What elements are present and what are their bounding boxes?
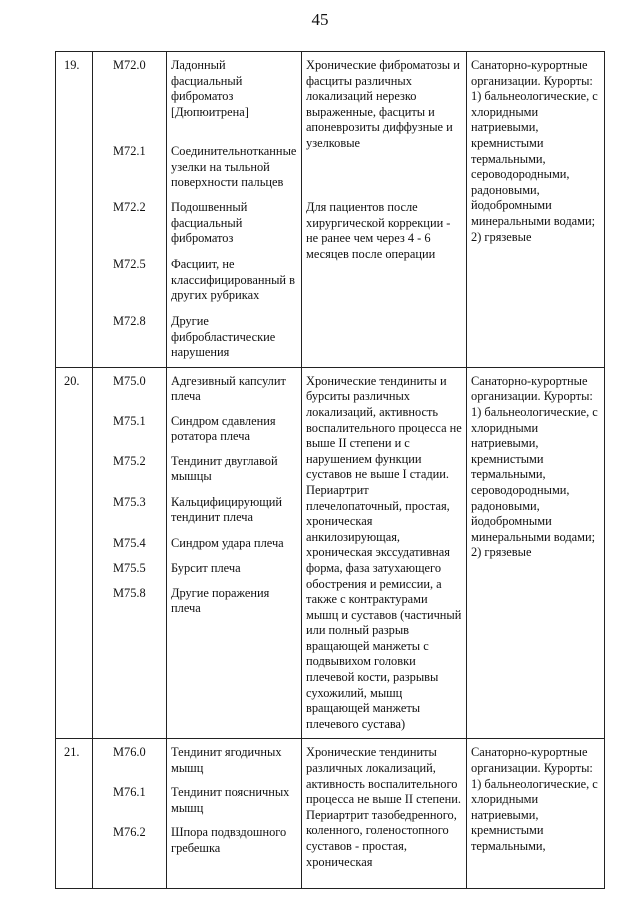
icd-code: М75.4: [113, 535, 146, 550]
table-row: [56, 367, 605, 739]
icd-codes-cell: [93, 739, 167, 889]
icd-codes-cell: [93, 52, 167, 368]
diagnosis-name: Тендинит двуглавой мышцы: [171, 453, 278, 484]
diagnosis-name: Адгезивный капсулит плеча: [171, 373, 286, 404]
diagnosis-name: Ладонный фасциальный фиброматоз [Дюпюитрена]: [171, 58, 249, 119]
diagnosis-name: Тендинит поясничных мышц: [171, 785, 290, 816]
icd-codes-cell: [93, 367, 167, 739]
table-row: [56, 739, 605, 889]
icd-code: М75.8: [113, 585, 146, 600]
icd-code: М76.2: [113, 825, 146, 840]
icd-code: М72.8: [113, 314, 146, 328]
icd-code: М75.0: [113, 373, 146, 388]
diagnosis-name: Кальцифицирующий тендинит плеча: [171, 494, 283, 525]
diagnosis-name: Шпора подвздошного гребешка: [171, 825, 287, 856]
icd-code: М76.1: [113, 785, 146, 800]
icd-code: М75.3: [113, 494, 146, 509]
resort-cell: Санаторно-курортные организации. Курорты: 1) бальнеологические, с хлоридными натриевыми, кремнистыми термальными, сероводородными, радоновыми, йодобромными минеральными водами; 2) грязевые: [467, 52, 605, 368]
resort-cell: Санаторно-курортные организации. Курорты: 1) бальнеологические, с хлоридными натриевыми, кремнистыми термальными, сероводородными, радоновыми, йодобромными минеральными водами; 2) грязевые: [467, 367, 605, 739]
resort-indications-table: [55, 51, 605, 889]
condition-text: Хронические фиброматозы и фасциты различных локализаций нерезко выраженные, фасциты и апоневрозиты диффузные и узелковые: [306, 58, 460, 150]
row-number: 19.: [56, 52, 93, 368]
diagnosis-name: Тендинит ягодичных мышц: [171, 745, 282, 776]
diagnosis-names-cell: [167, 367, 302, 739]
diagnosis-name: Синдром сдавления ротатора плеча: [171, 413, 276, 444]
table-row: [56, 52, 605, 368]
diagnosis-name: Другие фибробластические нарушения: [171, 314, 276, 360]
page-number: 45: [311, 10, 329, 29]
conditions-cell: [302, 739, 467, 889]
diagnosis-name: Подошвенный фасциальный фиброматоз: [171, 200, 248, 246]
diagnosis-name: Фасциит, не классифицированный в других рубриках: [171, 257, 295, 303]
diagnosis-name: Бурсит плеча: [171, 560, 241, 575]
icd-code: М75.5: [113, 560, 146, 575]
icd-code: М72.2: [113, 200, 146, 214]
row-number: 20.: [56, 367, 93, 739]
diagnosis-name: Соединительнотканные узелки на тыльной поверхности пальцев: [171, 144, 297, 190]
icd-code: М76.0: [113, 745, 146, 760]
diagnosis-names-cell: [167, 739, 302, 889]
icd-code: М72.0: [113, 58, 146, 72]
row-number: 21.: [56, 739, 93, 889]
conditions-cell: [302, 52, 467, 368]
conditions-cell: [302, 367, 467, 739]
icd-code: М75.1: [113, 413, 146, 428]
condition-text: Хронические тендиниты различных локализаций, активность воспалительного процесса не выше II степени. Периартрит тазобедренного, коленного, голеностопного суставов - простая, хроническая: [306, 745, 462, 869]
icd-code: М72.5: [113, 257, 146, 271]
icd-code: М75.2: [113, 453, 146, 468]
resort-cell: Санаторно-курортные организации. Курорты: 1) бальнеологические, с хлоридными натриевыми, кремнистыми термальными,: [467, 739, 605, 889]
condition-text: Хронические тендиниты и бурситы различных локализаций, активность воспалительного процесса не выше II степени и с нарушением функции суставов не выше I стадии. Периартрит плечелопаточный, простая, хроническая анкилозирующая, хроническая экссудативная форма, фаза затухающего обострения и ремиссии, а также с контрактурами мышц и суставов (частичный или полный разрыв вращающей манжеты с подвывихом головки плечевой кости, разрывы сухожилий, мышц вращающей манжеты плечевого сустава): [306, 373, 462, 731]
icd-code: М72.1: [113, 144, 146, 158]
condition-text: Для пациентов после хирургической коррекции - не ранее чем через 4 - 6 месяцев после операции: [306, 200, 451, 261]
diagnosis-name: Синдром удара плеча: [171, 535, 284, 550]
diagnosis-names-cell: [167, 52, 302, 368]
diagnosis-name: Другие поражения плеча: [171, 585, 270, 616]
